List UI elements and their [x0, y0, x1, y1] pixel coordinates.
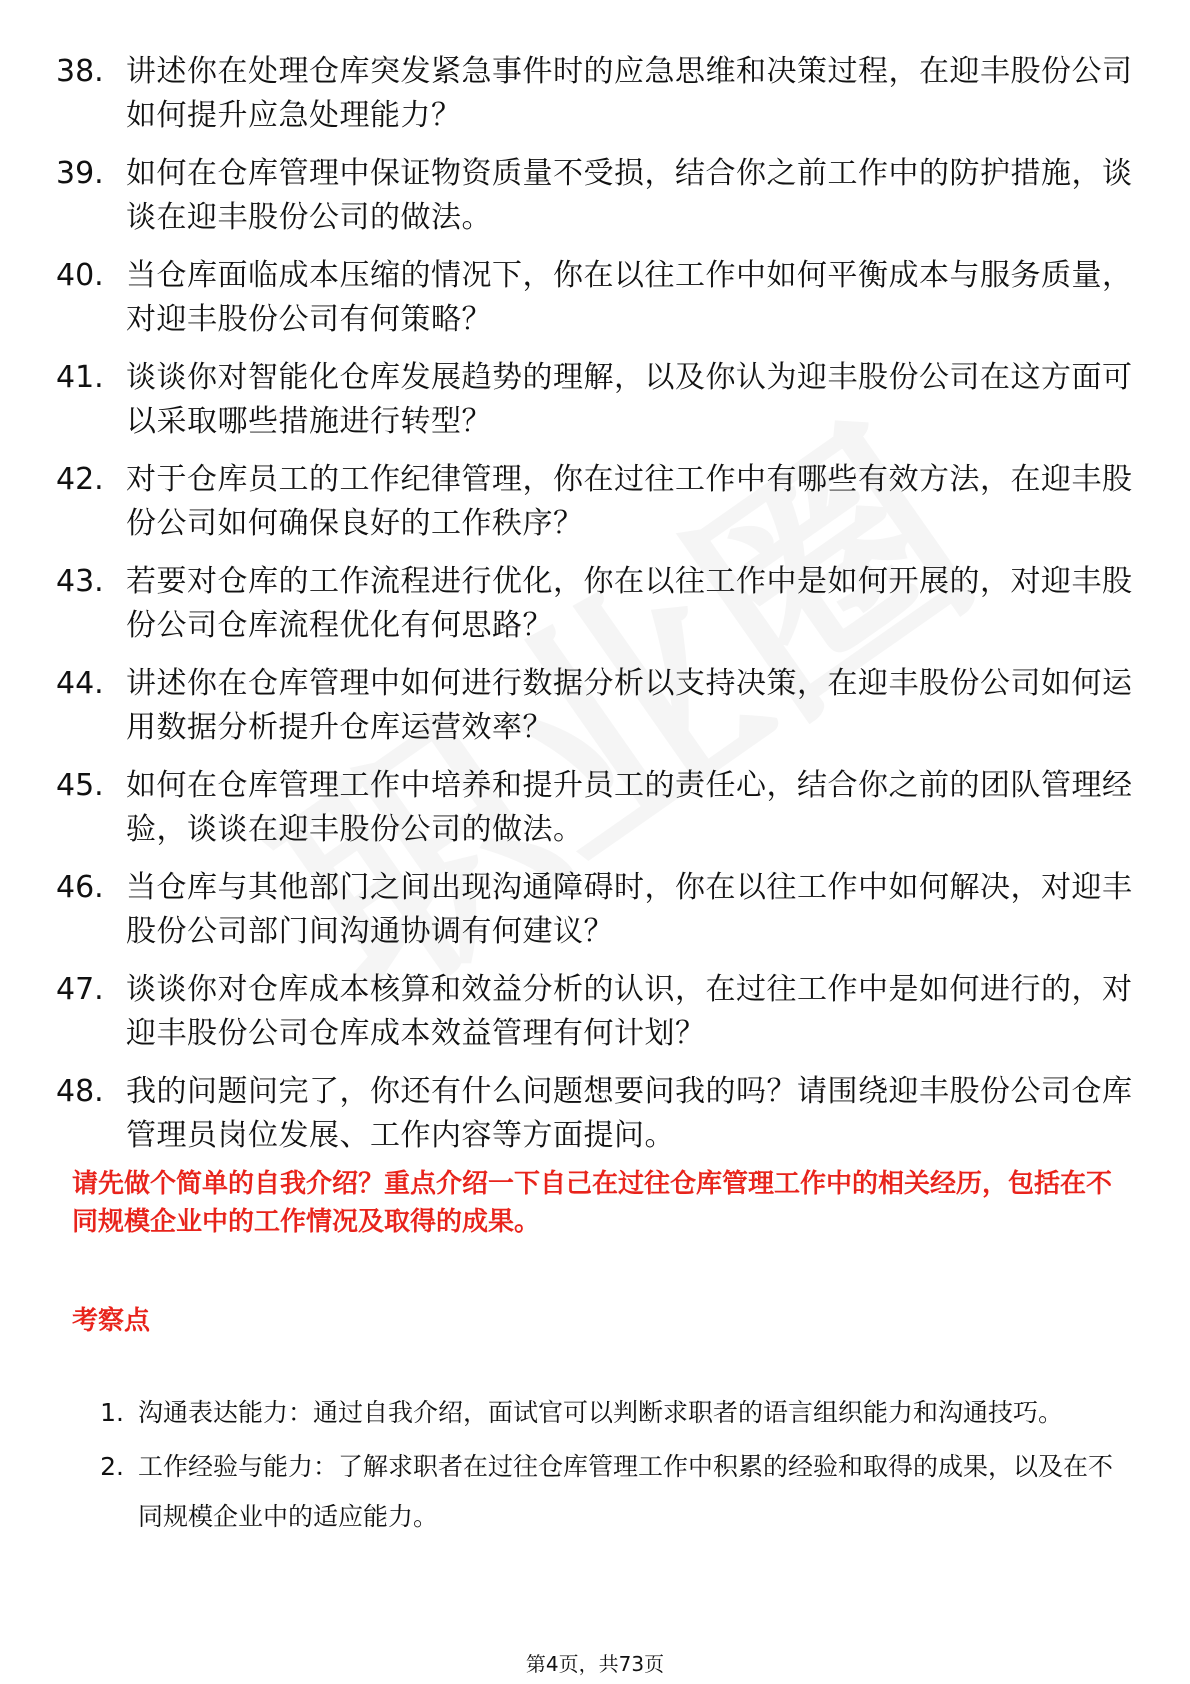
- highlighted-question: 请先做个简单的自我介绍？重点介绍一下自己在过往仓库管理工作中的相关经历，包括在不同规模企业中的工作情况及取得的成果。: [72, 1169, 1113, 1237]
- question-item: [56, 254, 1136, 342]
- question-text: 当仓库面临成本压缩的情况下，你在以往工作中如何平衡成本与服务质量，对迎丰股份公司有何策略？: [126, 258, 1133, 337]
- question-text: 谈谈你对仓库成本核算和效益分析的认识，在过往工作中是如何进行的，对迎丰股份公司仓库成本效益管理有何计划？: [126, 972, 1133, 1051]
- question-text: 当仓库与其他部门之间出现沟通障碍时，你在以往工作中如何解决，对迎丰股份公司部门间沟通协调有何建议？: [126, 870, 1133, 949]
- point-item: [72, 1388, 1132, 1438]
- question-item: [56, 764, 1136, 852]
- question-number: 43.: [56, 564, 104, 599]
- question-number: 44.: [56, 666, 104, 701]
- question-item: [56, 458, 1136, 546]
- question-item: [56, 662, 1136, 750]
- point-number: 2.: [100, 1452, 124, 1481]
- question-item: [56, 152, 1136, 240]
- question-item: [56, 356, 1136, 444]
- question-number: 48.: [56, 1074, 104, 1109]
- question-item: [56, 968, 1136, 1056]
- question-number: 38.: [56, 54, 104, 89]
- point-text: 工作经验与能力：了解求职者在过往仓库管理工作中积累的经验和取得的成果，以及在不同规模企业中的适应能力。: [138, 1452, 1114, 1531]
- question-number: 47.: [56, 972, 104, 1007]
- question-text: 若要对仓库的工作流程进行优化，你在以往工作中是如何开展的，对迎丰股份公司仓库流程优化有何思路？: [126, 564, 1133, 643]
- question-text: 讲述你在仓库管理中如何进行数据分析以支持决策，在迎丰股份公司如何运用数据分析提升仓库运营效率？: [126, 666, 1133, 745]
- question-number: 40.: [56, 258, 104, 293]
- point-number: 1.: [100, 1398, 124, 1427]
- question-text: 谈谈你对智能化仓库发展趋势的理解，以及你认为迎丰股份公司在这方面可以采取哪些措施进行转型？: [126, 360, 1133, 439]
- question-number: 41.: [56, 360, 104, 395]
- question-text: 讲述你在处理仓库突发紧急事件时的应急思维和决策过程，在迎丰股份公司如何提升应急处理能力？: [126, 54, 1133, 133]
- question-text: 对于仓库员工的工作纪律管理，你在过往工作中有哪些有效方法，在迎丰股份公司如何确保良好的工作秩序？: [126, 462, 1133, 541]
- question-text: 如何在仓库管理中保证物资质量不受损，结合你之前工作中的防护措施，谈谈在迎丰股份公司的做法。: [126, 156, 1133, 235]
- question-item: [56, 1070, 1136, 1158]
- question-text: 我的问题问完了，你还有什么问题想要问我的吗？请围绕迎丰股份公司仓库管理员岗位发展、工作内容等方面提问。: [126, 1074, 1133, 1153]
- question-item: [56, 560, 1136, 648]
- question-item: [56, 866, 1136, 954]
- question-number: 45.: [56, 768, 104, 803]
- point-text: 沟通表达能力：通过自我介绍，面试官可以判断求职者的语言组织能力和沟通技巧。: [138, 1398, 1064, 1427]
- question-number: 46.: [56, 870, 104, 905]
- question-number: 42.: [56, 462, 104, 497]
- point-item: [72, 1442, 1132, 1542]
- question-text: 如何在仓库管理工作中培养和提升员工的责任心，结合你之前的团队管理经验，谈谈在迎丰股份公司的做法。: [126, 768, 1133, 847]
- question-item: [56, 50, 1136, 138]
- page-footer: 第4页，共73页: [525, 1652, 665, 1676]
- assessment-points: [72, 1388, 1132, 1546]
- section-title: 考察点: [72, 1306, 151, 1336]
- question-list: [56, 50, 1136, 1172]
- question-number: 39.: [56, 156, 104, 191]
